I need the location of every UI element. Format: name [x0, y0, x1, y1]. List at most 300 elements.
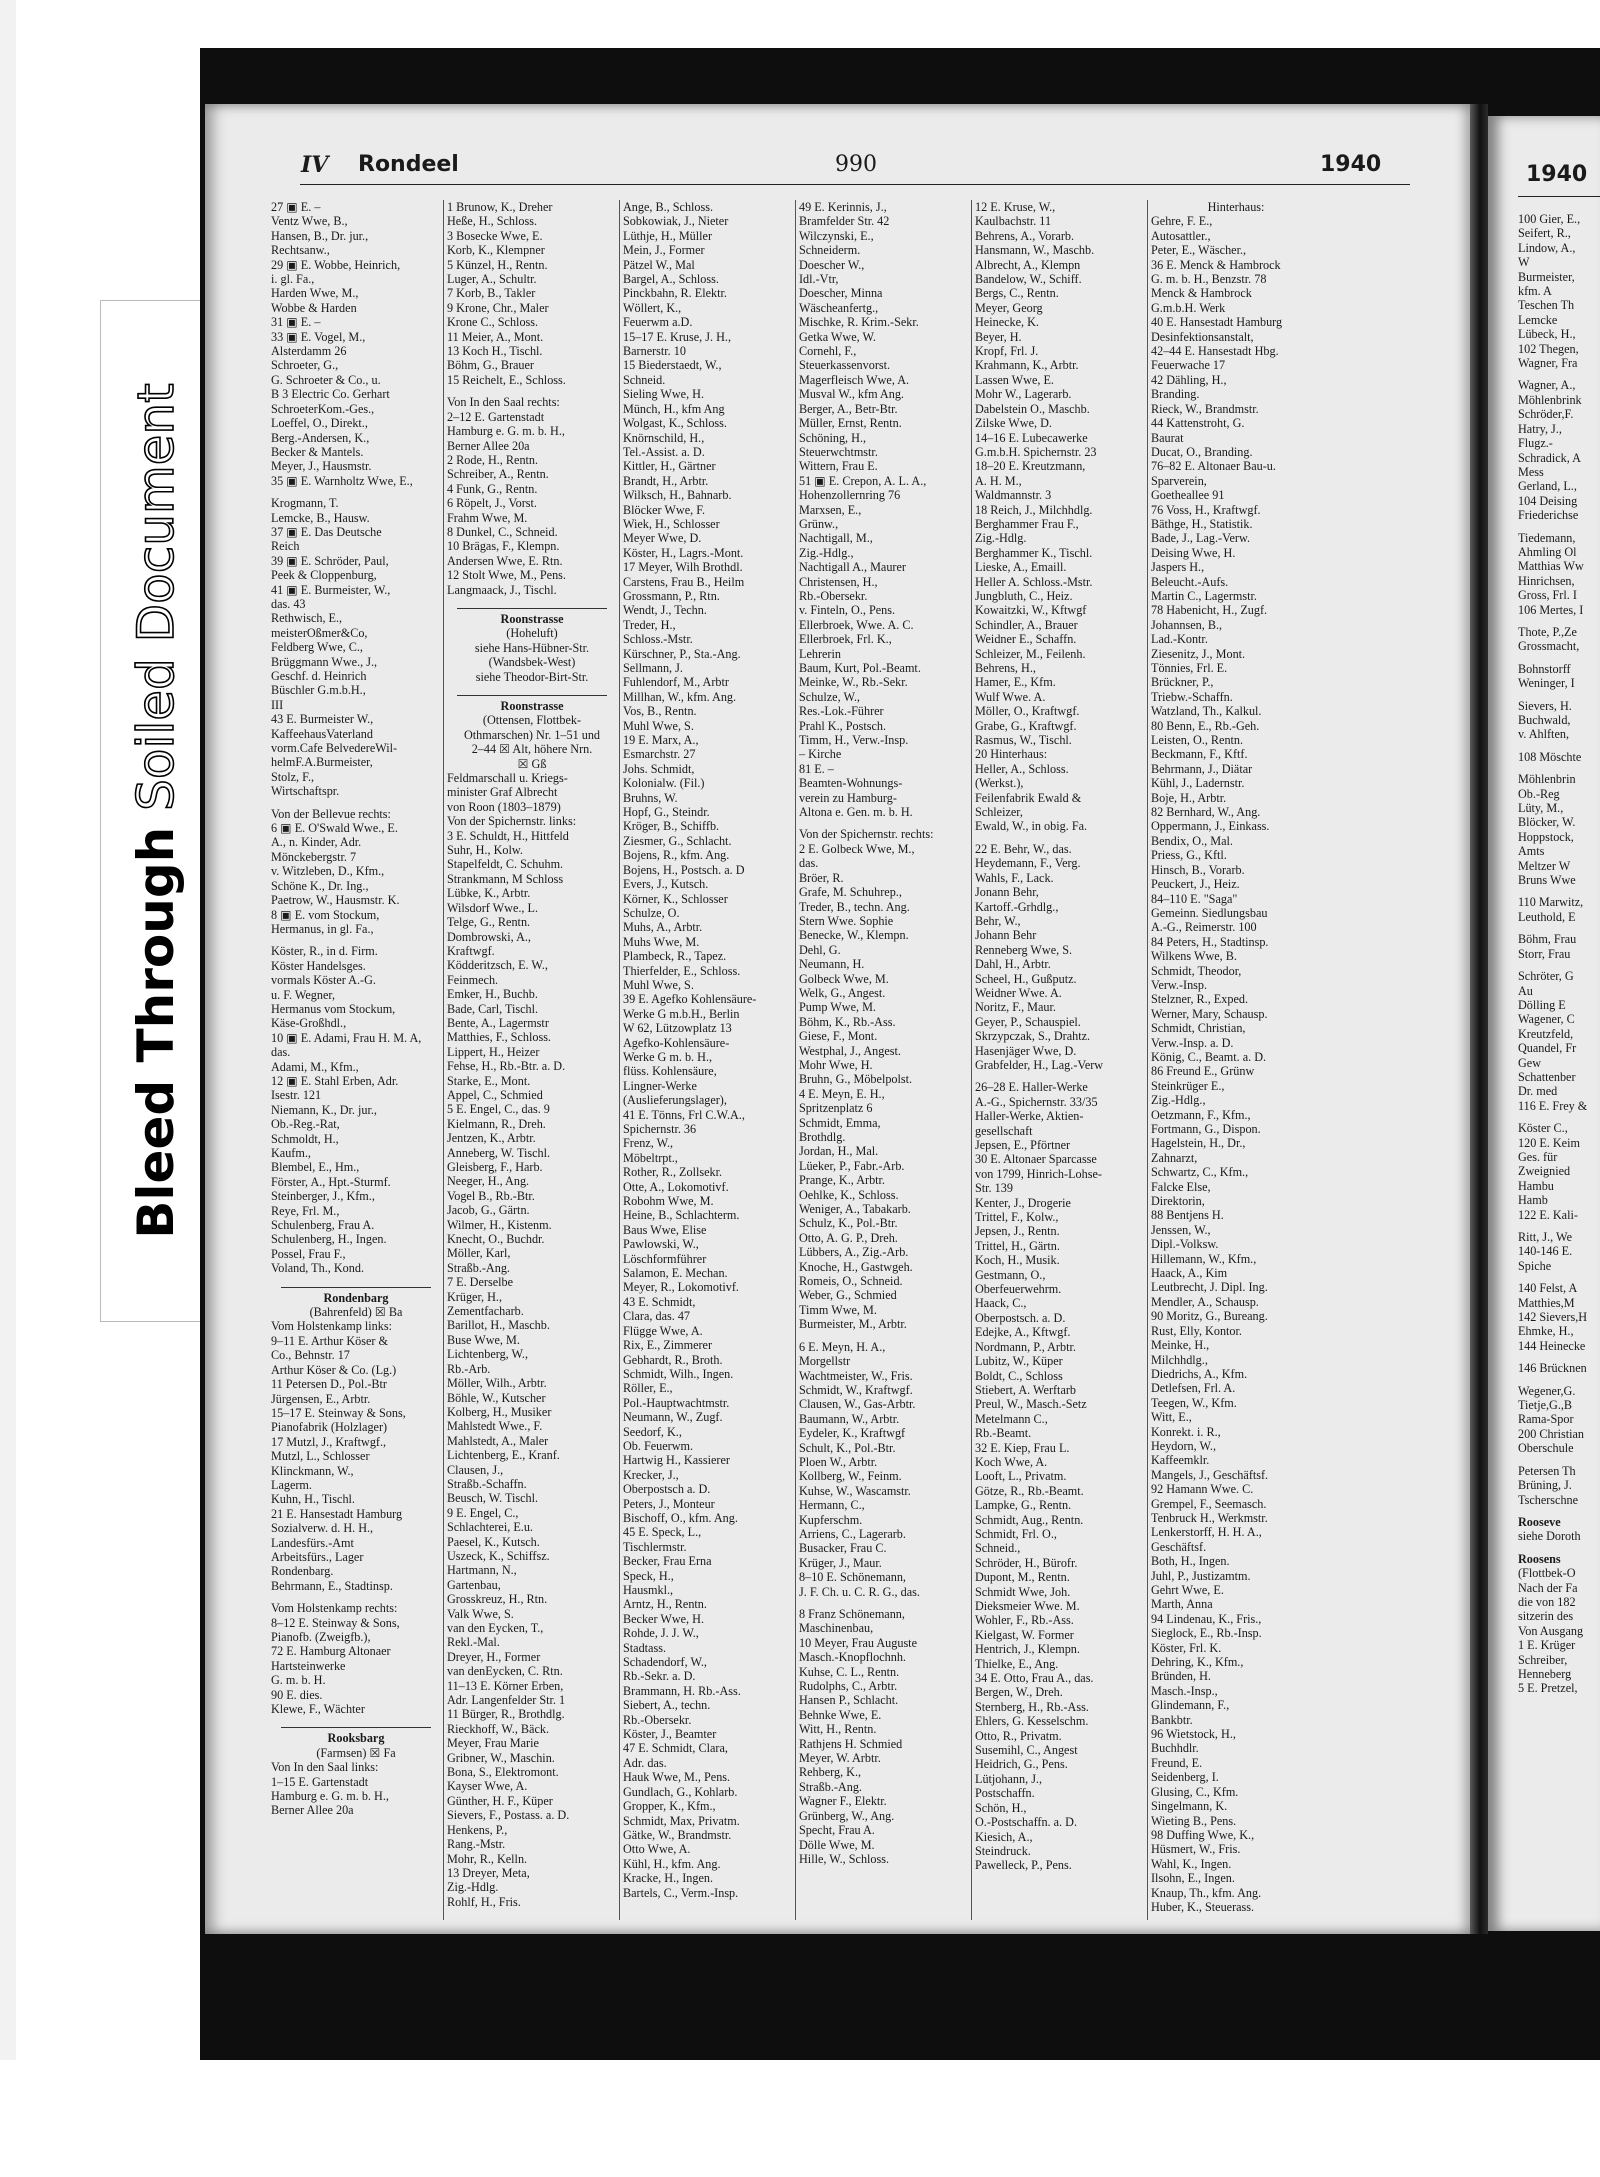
directory-line: 18 Reich, J., Milchhdlg. [975, 502, 1093, 517]
directory-line: 39 ▣ E. Schröder, Paul, [271, 553, 389, 568]
facing-page-line: Amts [1518, 844, 1545, 859]
directory-line: gesellschaft [975, 1123, 1033, 1138]
directory-line: Wilczynski, E., [799, 228, 874, 243]
directory-line: Baus Wwe, Elise [623, 1222, 707, 1237]
directory-line: van denEycken, C. Rtn. [447, 1664, 563, 1679]
directory-line: Ziesenitz, J., Mont. [1151, 646, 1246, 661]
facing-page-line: Hatry, J., [1518, 421, 1562, 436]
facing-page-line: Lemcke [1518, 312, 1558, 327]
directory-line: Otto Wwe, A. [623, 1842, 691, 1857]
facing-page-line: 106 Mertes, I [1518, 602, 1584, 617]
directory-line: 34 E. Otto, Frau A., das. [975, 1671, 1094, 1686]
blank-line [799, 1599, 969, 1607]
directory-line: (Werkst.), [975, 776, 1024, 791]
directory-line: Pawelleck, P., Pens. [975, 1858, 1072, 1873]
directory-line: Zig.-Hdlg., [799, 545, 854, 560]
directory-line: A. H. M., [975, 473, 1022, 488]
directory-line: Lemcke, B., Hausw. [271, 510, 370, 525]
directory-line: Kühl, J., Ladernstr. [1151, 776, 1245, 791]
directory-line: Ellerbroek, Wwe. A. C. [799, 617, 914, 632]
directory-line: Dölle Wwe, M. [799, 1837, 875, 1852]
directory-line: Schmidt, W., Kraftwgf. [799, 1382, 913, 1397]
directory-line: Feldmarschall u. Kriegs- [447, 771, 568, 786]
directory-line: Dehl, G. [799, 942, 841, 957]
directory-line: Schneid. [623, 372, 666, 387]
facing-page-line: Tiedemann, [1518, 530, 1576, 545]
facing-page-line: 104 Deising [1518, 493, 1578, 508]
directory-line: Schmidt, Emma, [799, 1115, 881, 1130]
directory-line: Fuhlendorf, M., Arbtr [623, 675, 729, 690]
directory-line: Grabe, G., Kraftwgf. [975, 718, 1077, 733]
blank-line [975, 834, 1145, 842]
directory-line: Schwartz, C., Kfm., [1151, 1165, 1249, 1180]
page-number: 990 [835, 152, 877, 177]
directory-line: Grünw., [799, 516, 839, 531]
directory-line: das. [271, 1045, 291, 1060]
directory-line: Musval W., kfm Ang. [799, 387, 904, 402]
directory-line: Kropf, Frl. J. [975, 344, 1039, 359]
directory-line: Stiebert, A. Werftarb [975, 1382, 1077, 1397]
directory-line: Schulz, K., Pol.-Btr. [799, 1216, 898, 1231]
directory-line: Geschf. d. Heinrich [271, 669, 367, 683]
directory-line: Otto, R., Privatm. [975, 1728, 1062, 1743]
directory-line: v. Finteln, O., Pens. [799, 603, 896, 618]
directory-line: Boje, H., Arbtr. [1151, 790, 1227, 805]
directory-line: Köster, J., Beamter [623, 1727, 717, 1742]
directory-line: Wilksch, H., Bahnarb. [623, 488, 732, 503]
directory-line: Koch, H., Musik. [975, 1253, 1060, 1268]
facing-page-line: Sievers, H. [1518, 698, 1572, 713]
directory-line: Schadendorf, W., [623, 1655, 707, 1670]
directory-line: Wäscheanfertg., [799, 300, 879, 315]
directory-line: Gemeinn. Siedlungsbau [1151, 905, 1268, 920]
directory-line: 8 Dunkel, C., Schneid. [447, 524, 558, 539]
directory-line: Rohde, J. J. W., [623, 1626, 699, 1641]
directory-line: G. Schroeter & Co., u. [271, 372, 381, 387]
facing-page-line: Zweignied [1518, 1164, 1571, 1179]
directory-line: Weber, G., Schmied [799, 1288, 897, 1303]
directory-line: Mendler, A., Schausp. [1151, 1294, 1259, 1309]
directory-line: Köster, H., Lagrs.-Mont. [623, 545, 744, 560]
directory-line: Zahnarzt, [1151, 1150, 1198, 1165]
directory-line: Ehlers, G. Kesselschm. [975, 1714, 1089, 1729]
directory-line: Oberpostsch. a. D. [975, 1310, 1066, 1325]
directory-line: Schreiber, A., Rentn. [447, 467, 549, 482]
directory-line: Schulze, W., [799, 689, 860, 704]
blank-line [1518, 1353, 1600, 1361]
directory-line: Johannsen, B., [1151, 617, 1223, 632]
facing-page-line: 100 Gier, E., [1518, 212, 1581, 226]
directory-line: Schneid., [975, 1541, 1021, 1556]
directory-line: Magerfleisch Wwe, A. [799, 372, 910, 387]
blank-line [1518, 654, 1600, 662]
directory-line: Geschäftsf. [1151, 1539, 1207, 1554]
directory-line: Koch Wwe, A. [975, 1454, 1048, 1469]
directory-line: 21 E. Hansestadt Hamburg [271, 1506, 403, 1521]
directory-line: Barnerstr. 10 [623, 344, 686, 359]
directory-line: Otto, A. G. P., Dreh. [799, 1230, 898, 1245]
directory-line: Beusch, W. Tischl. [447, 1491, 539, 1506]
heading-rule [281, 1287, 431, 1288]
directory-line: Seedorf, K., [623, 1424, 682, 1439]
directory-line: Grafe, M. Schuhrep., [799, 885, 902, 900]
directory-line: Jepsen, E., Pförtner [975, 1138, 1071, 1152]
directory-line: Co., Behnstr. 17 [271, 1348, 350, 1363]
directory-line: 41 ▣ E. Burmeister, W., [271, 582, 391, 597]
directory-line: Kürschner, P., Sta.-Ang. [623, 646, 741, 661]
directory-line: Salamon, E. Mechan. [623, 1266, 728, 1281]
directory-line: Gehre, F. E., [1151, 214, 1213, 229]
directory-line: Bargel, A., Schloss. [623, 272, 719, 287]
directory-line: Kowaitzki, W., Kftwgf [975, 603, 1087, 618]
heading-note: Hinterhaus: [1207, 200, 1265, 214]
directory-line: Siebert, A., techn. [623, 1698, 711, 1713]
directory-line: Zig.-Hdlg., [1151, 1093, 1206, 1108]
directory-line: 1–15 E. Gartenstadt [271, 1774, 369, 1789]
directory-line: Kraftwgf. [447, 943, 495, 958]
directory-line: Pump Wwe, M. [799, 1000, 876, 1015]
directory-line: Krahmann, K., Arbtr. [975, 358, 1079, 373]
directory-line: Lichtenberg, W., [447, 1347, 529, 1362]
directory-line: Pianofabrik (Holzlager) [271, 1420, 388, 1435]
directory-line: Behrens, H., [975, 661, 1036, 675]
directory-line: Beleucht.-Aufs. [1151, 574, 1229, 589]
directory-line: Förster, A., Hpt.-Sturmf. [271, 1174, 391, 1189]
directory-line: Zilske Wwe, D. [975, 416, 1052, 431]
directory-line: Dombrowski, A., [447, 929, 531, 944]
directory-line: Neumann, H. [799, 957, 865, 972]
directory-line: Mangels, J., Geschäftsf. [1151, 1467, 1269, 1482]
directory-line: Carstens, Frau B., Heilm [623, 574, 745, 589]
directory-line: 12 ▣ E. Stahl Erben, Adr. [271, 1073, 399, 1088]
directory-line: Suhr, H., Kolw. [447, 843, 523, 858]
directory-line: Postschaffn. [975, 1786, 1035, 1801]
directory-line: Behrmann, J., Diätar [1151, 761, 1253, 776]
facing-page-line: Friederichse [1518, 508, 1579, 523]
directory-line: 15–17 E. Steinway & Sons, [271, 1405, 406, 1420]
directory-line: Köster, Frl. K. [1151, 1640, 1222, 1655]
directory-line: Burmeister, M., Arbtr. [799, 1317, 907, 1332]
directory-line: Werke G m. b. H., [623, 1049, 713, 1064]
directory-line: Wilsdorf Wwe., L. [447, 900, 539, 915]
directory-line: Strankmann, M Schloss [447, 871, 564, 886]
directory-line: Schleizer, [975, 805, 1023, 820]
facing-page-line: Storr, Frau [1518, 946, 1571, 961]
directory-column-4 [799, 200, 969, 1920]
facing-page-line: W [1518, 255, 1530, 270]
directory-line: Falcke Else, [1151, 1179, 1211, 1194]
directory-line: Thielke, E., Ang. [975, 1656, 1059, 1671]
directory-line: 98 Duffing Wwe, K., [1151, 1827, 1255, 1842]
directory-line: Autosattler., [1151, 228, 1211, 243]
directory-line: Krone C., Schloss. [447, 315, 539, 330]
facing-page-line: Nach der Fa [1518, 1580, 1578, 1595]
directory-line: Möbeltrpt., [623, 1150, 678, 1165]
directory-line: Esmarchstr. 27 [623, 747, 696, 762]
directory-line: Arthur Köser & Co. (Lg.) [271, 1362, 397, 1377]
directory-line: Rethwisch, E., [271, 611, 343, 626]
facing-page-line: Schreiber, [1518, 1652, 1568, 1667]
directory-line: Sternberg, H., Rb.-Ass. [975, 1699, 1089, 1714]
directory-line: Timm Wwe, M. [799, 1302, 877, 1317]
directory-line: Hasenjäger Wwe, D. [975, 1043, 1077, 1058]
directory-line: minister Graf Albrecht [447, 785, 558, 800]
directory-line: Knecht, O., Buchdr. [447, 1232, 545, 1247]
directory-line: Tenbruck H., Werkmstr. [1151, 1510, 1268, 1525]
column-divider [1147, 200, 1148, 1920]
directory-line: Brückner, P., [1151, 675, 1214, 690]
directory-line: Kittler, H., Gärtner [623, 459, 716, 474]
directory-line: 41 E. Tönns, Frl C.W.A., [623, 1107, 745, 1122]
directory-line: Mohr, R., Kelln. [447, 1851, 528, 1866]
directory-line: Christensen, H., [799, 574, 878, 589]
directory-line: Jentzen, K., Arbtr. [447, 1131, 536, 1146]
directory-line: Adr. das. [623, 1755, 667, 1770]
heading-rule [457, 695, 607, 696]
directory-line: Morgellstr [799, 1354, 851, 1369]
facing-page-line: Weninger, I [1518, 676, 1575, 691]
directory-line: Arntz, H., Rentn. [623, 1597, 707, 1612]
directory-line: Reich [271, 539, 300, 554]
directory-line: Preul, W., Masch.-Setz [975, 1397, 1087, 1412]
directory-line: Adami, M., Kfm., [271, 1059, 359, 1074]
directory-line: 31 ▣ E. – [271, 315, 321, 330]
directory-line: Pianofb. (Zweigfb.), [271, 1630, 371, 1644]
directory-line: Welk, G., Angest. [799, 985, 886, 1000]
directory-line: O.-Postschaffn. a. D. [975, 1815, 1077, 1830]
directory-line: Neumann, W., Zugf. [623, 1410, 723, 1425]
facing-page-line: Hambu [1518, 1178, 1554, 1193]
directory-line: Beckmann, F., Kftf. [1151, 747, 1248, 762]
directory-line: 12 E. Kruse, W., [975, 200, 1056, 214]
facing-page-line: 1 E. Krüger [1518, 1638, 1576, 1653]
directory-line: Berg.-Andersen, K., [271, 430, 370, 445]
directory-line: Muhl Wwe, S. [623, 718, 694, 733]
directory-line: Oberpostsch a. D. [623, 1482, 711, 1497]
directory-line: Werner, Mary, Schausp. [1151, 1006, 1268, 1021]
directory-line: – Kirche [799, 747, 842, 762]
directory-line: (Auslieferungslager), [623, 1093, 727, 1108]
directory-line: 90 Moritz, G., Bureang. [1151, 1309, 1268, 1324]
directory-line: Andersen Wwe, E. Rtn. [447, 553, 563, 568]
facing-page-line: Tscherschne [1518, 1492, 1579, 1507]
directory-line: Str. 139 [975, 1181, 1013, 1196]
directory-line: Bäthge, H., Statistik. [1151, 516, 1253, 531]
directory-line: 84 Peters, H., Stadtinsp. [1151, 934, 1269, 949]
directory-line: 30 E. Altonaer Sparcasse [975, 1152, 1097, 1167]
directory-line: Vom Holstenkamp links: [271, 1319, 392, 1334]
directory-line: Meyer, Georg [975, 300, 1043, 315]
directory-line: Von der Spichernstr. links: [447, 814, 577, 829]
directory-line: 15 Reichelt, E., Schloss. [447, 372, 566, 387]
directory-line: 17 Mutzl, J., Kraftwgf., [271, 1434, 387, 1449]
directory-line: 4 Funk, G., Rentn. [447, 481, 538, 496]
directory-line: 44 Kattenstroht, G. [1151, 416, 1245, 431]
directory-page [205, 104, 1470, 1934]
directory-line: Lingner-Werke [623, 1078, 697, 1093]
directory-line: 12 Stolt Wwe, M., Pens. [447, 568, 566, 583]
directory-line: 6 E. Meyn, H. A., [799, 1339, 886, 1354]
directory-line: 90 E. dies. [271, 1687, 323, 1702]
directory-line: Sparverein, [1151, 473, 1207, 488]
directory-line: Haack, A., Kim [1151, 1266, 1228, 1281]
directory-line: von 1799, Hinrich-Lohse- [975, 1166, 1102, 1181]
directory-line: Weidner E., Schaffn. [975, 632, 1077, 647]
directory-line: Langmaack, J., Tischl. [447, 582, 557, 597]
facing-page-line: 140-146 E. [1518, 1244, 1573, 1259]
directory-line: Wobbe & Harden [271, 300, 357, 315]
heading-note: (Ottensen, Flottbek- [482, 713, 582, 728]
directory-line: Alsterdamm 26 [271, 344, 347, 359]
facing-page-line: v. Ahlften, [1518, 727, 1569, 742]
blank-line [1518, 1222, 1600, 1230]
directory-line: Brandt, H., Arbtr. [623, 473, 709, 488]
directory-line: Gropper, K., Kfm., [623, 1799, 716, 1814]
directory-line: Lichtenberg, E., Kranf. [447, 1448, 560, 1463]
facing-page-line: 110 Marwitz, [1518, 895, 1584, 910]
directory-line: Mahlstedt Wwe., F. [447, 1419, 543, 1434]
directory-line: 9 E. Engel, C., [447, 1505, 519, 1520]
blank-line [799, 819, 969, 827]
directory-line: Otte, A., Lokomotivf. [623, 1179, 729, 1194]
directory-line: 4 E. Meyn, E. H., [799, 1086, 885, 1101]
directory-line: Edejke, A., Kftwgf. [975, 1325, 1071, 1340]
directory-line: Bartels, C., Verm.-Insp. [623, 1885, 739, 1900]
column-divider [971, 200, 972, 1920]
directory-column-1 [271, 200, 441, 1920]
directory-line: Berger, A., Betr-Btr. [799, 401, 898, 416]
directory-line: 7 Korb, B., Takler [447, 286, 536, 301]
directory-line: das. 43 [271, 596, 306, 611]
directory-line: Renneberg Wwe, S. [975, 942, 1073, 957]
directory-line: Leisten, O., Rentn. [1151, 733, 1244, 748]
directory-line: 94 Lindenau, K., Fris., [1151, 1611, 1262, 1626]
directory-line: Rb.-Arb. [447, 1361, 491, 1376]
directory-line: Ziesmer, G., Schlacht. [623, 833, 732, 848]
directory-line: Emker, H., Buchb. [447, 987, 538, 1002]
directory-line: das. [799, 856, 819, 871]
directory-line: Schloss.-Mstr. [623, 632, 693, 647]
directory-line: Stolz, F., [271, 769, 315, 784]
directory-line: 7 E. Derselbe [447, 1275, 513, 1290]
directory-line: 3 E. Schuldt, H., Hittfeld [447, 828, 569, 843]
directory-line: Von In den Saal links: [271, 1760, 379, 1775]
heading-note: (Farmsen) ☒ Fa [316, 1745, 396, 1760]
directory-line: Spritzenplatz 6 [799, 1101, 873, 1116]
directory-line: Heine, B., Schlachterm. [623, 1208, 740, 1223]
directory-line: Pol.-Hauptwachtmstr. [623, 1395, 730, 1410]
directory-line: Stelzner, R., Exped. [1151, 992, 1248, 1007]
directory-line: 9–11 E. Arthur Köser & [271, 1333, 389, 1348]
facing-page-line: Rama-Spor [1518, 1412, 1574, 1427]
directory-line: Bade, J., Lag.-Verw. [1151, 531, 1251, 546]
directory-line: Ilsohn, E., Ingen. [1151, 1871, 1235, 1886]
blank-line [1518, 370, 1600, 378]
facing-page-line: Ahmling Ol [1518, 544, 1577, 559]
directory-line: Johs. Schmidt, [623, 761, 695, 776]
facing-page-line: Lüty, M., [1518, 801, 1564, 816]
facing-page-line: 142 Sievers,H [1518, 1310, 1588, 1325]
directory-line: Bandelow, W., Schiff. [975, 272, 1082, 287]
directory-line: Oehlke, K., Schloss. [799, 1187, 899, 1202]
facing-page-line: Petersen Th [1518, 1463, 1576, 1478]
directory-line: Hillemann, W., Kfm., [1151, 1251, 1257, 1266]
directory-line: Jenssen, W., [1151, 1222, 1211, 1237]
blank-line [1518, 961, 1600, 969]
directory-line: Beamten-Wohnungs- [799, 776, 903, 791]
directory-line: Paetrow, W., Hausmstr. K. [271, 893, 400, 908]
directory-line: Rehberg, K., [799, 1765, 862, 1780]
street-header: Rondeel [358, 152, 459, 177]
directory-line: Körner, K., Schlosser [623, 891, 728, 906]
directory-line: Peuckert, J., Heiz. [1151, 877, 1240, 892]
directory-line: Gundlach, G., Kohlarb. [623, 1784, 738, 1799]
directory-line: Haack, C., [975, 1296, 1027, 1311]
blank-line [1518, 1456, 1600, 1464]
directory-line: Bramfelder Str. 42 [799, 214, 890, 229]
directory-line: Böhm, K., Rb.-Ass. [799, 1014, 896, 1029]
directory-line: Weniger, A., Tabakarb. [799, 1202, 911, 1217]
directory-line: A., n. Kinder, Adr. [271, 835, 362, 850]
facing-page-line: 116 E. Frey & [1518, 1098, 1588, 1113]
directory-line: Tischlermstr. [623, 1539, 687, 1554]
heading-note: (Hoheluft) [506, 626, 558, 641]
directory-line: J. F. Ch. u. C. R. G., das. [799, 1584, 920, 1599]
facing-page-line: Leuthold, E [1518, 909, 1576, 924]
directory-line: Hagelstein, H., Dr., [1151, 1136, 1246, 1151]
facing-page-line: Teschen Th [1518, 298, 1575, 313]
stamp-bleed-through: Bleed Through [127, 826, 185, 1239]
directory-line: Schmidt Wwe, Joh. [975, 1584, 1071, 1599]
directory-line: Meyer, R., Lokomotivf. [623, 1280, 739, 1295]
facing-page-line: 108 Möschte [1518, 749, 1582, 764]
directory-line: Waldmannstr. 3 [975, 488, 1052, 503]
directory-line: Treder, B., techn. Ang. [799, 899, 910, 914]
directory-line: Romeis, O., Schneid. [799, 1274, 903, 1289]
facing-page-line: Wagener, C [1518, 1012, 1575, 1027]
directory-line: III [271, 697, 284, 712]
directory-line: Hinsch, B., Vorarb. [1151, 862, 1245, 877]
facing-page-line: Dölling E [1518, 997, 1566, 1012]
directory-line: Klewe, F., Wächter [271, 1702, 365, 1717]
directory-line: Knoche, H., Gastwgeh. [799, 1259, 913, 1274]
directory-line: Mahlstedt, A., Maler [447, 1433, 549, 1448]
directory-line: Marxsen, E., [799, 502, 862, 517]
directory-line: 81 E. – [799, 761, 834, 776]
directory-line: Ellerbroek, Frl. K., [799, 632, 892, 647]
directory-line: Röller, E., [623, 1381, 673, 1396]
facing-page-line: Wagner, Fra [1518, 356, 1578, 371]
directory-line: Hentrich, J., Klempn. [975, 1642, 1080, 1657]
directory-line: Schmidt, Christian, [1151, 1021, 1246, 1036]
blank-line [447, 684, 617, 692]
directory-line: Meyer, W. Arbtr. [799, 1751, 881, 1766]
facing-page-line: Wagner, A., [1518, 378, 1576, 393]
directory-line: Wöllert, K., [623, 300, 682, 315]
directory-line: Jaspers H., [1151, 560, 1205, 575]
directory-line: Timm, H., Verw.-Insp. [799, 733, 909, 748]
directory-line: 76 Voss, H., Kraftwgf. [1151, 502, 1261, 517]
directory-line: Deising Wwe, H. [1151, 545, 1236, 560]
directory-line: Skrzypczak, S., Drahtz. [975, 1029, 1091, 1044]
facing-page-line: Von Ausgang [1518, 1623, 1584, 1638]
directory-line: Ploen W., Arbtr. [799, 1454, 878, 1469]
directory-line: 2 Rode, H., Rentn. [447, 452, 539, 467]
directory-line: Scheel, H., Gußputz. [975, 971, 1077, 986]
directory-line: Niemann, K., Dr. jur., [271, 1102, 377, 1117]
directory-line: Gehrt Wwe, E. [1151, 1583, 1224, 1597]
directory-line: Bruhns, W. [623, 790, 678, 805]
